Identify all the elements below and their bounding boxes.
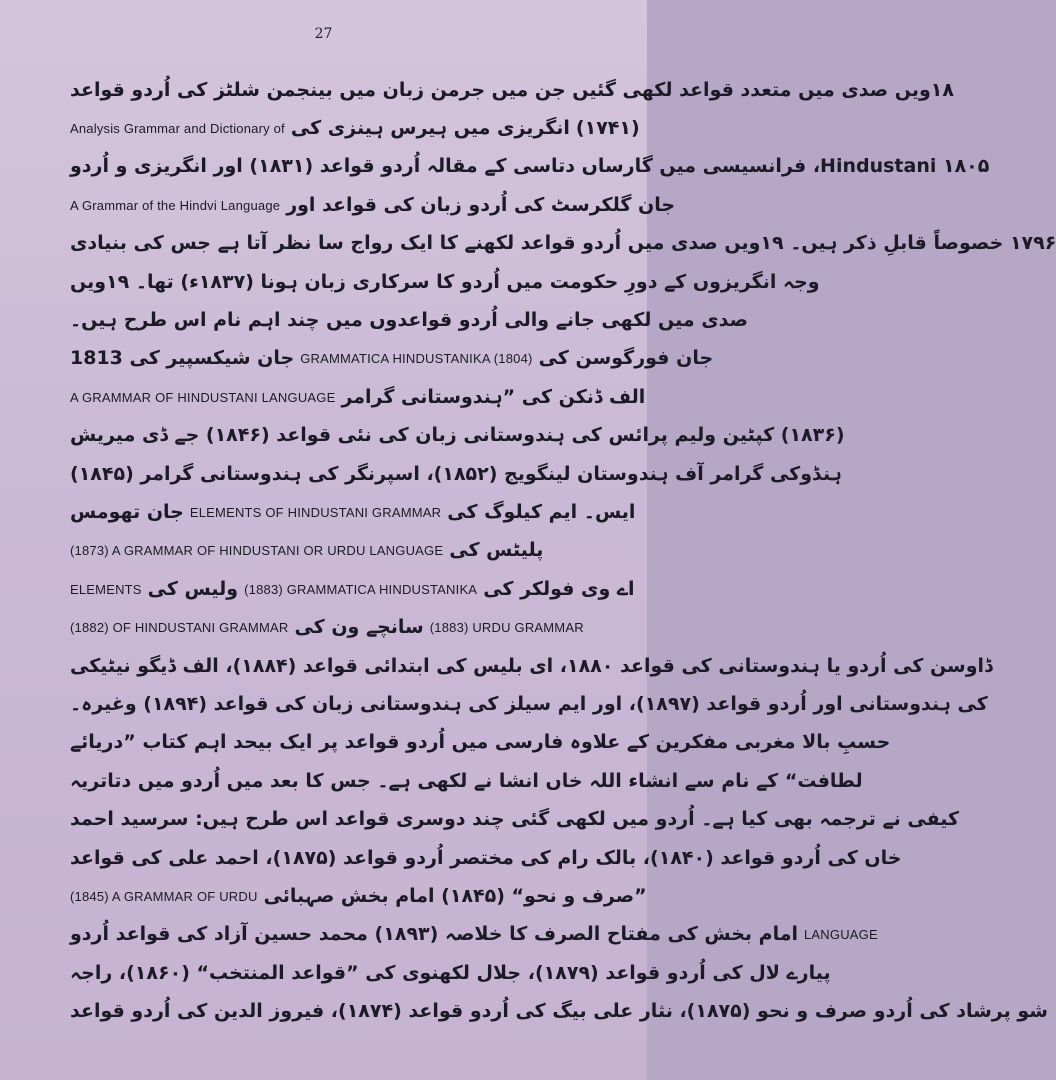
text-line [64,224,1056,264]
text-line [64,185,676,225]
urdu-text: وجہ انگریزوں کے دورِ حکومت میں اُردو کا سرکاری زبان ہونا (۱۸۳۷ء) تھا۔ ۱۹ویں [70,270,820,293]
text-line [64,684,988,724]
text-line [64,838,902,878]
text-line [64,70,954,110]
urdu-text: کیفی نے ترجمہ بھی کیا ہے۔ اُردو میں لکھی گئی چند دوسری قواعد اس طرح ہیں: سرسید احمد [70,808,960,831]
english-text: ELEMENTS OF HINDUSTANI GRAMMAR [189,504,442,520]
urdu-text: شو پرشاد کی اُردو صرف و نحو (۱۸۷۵)، نثار علی بیگ کی اُردو قواعد (۱۸۷۴)، فیروز الدین کی اُردو قواعد [70,1000,1048,1023]
text-line [64,876,647,916]
text-line [64,454,842,494]
urdu-text: سانچے ون کی [294,616,424,639]
urdu-text: جان شیکسپیر کی 1813 [70,347,295,370]
urdu-text: جان گلکرسٹ کی اُردو زبان کی قواعد اور [286,193,676,216]
english-text: (1845) A GRAMMAR OF URDU [70,888,258,904]
urdu-text: کی ہندوستانی اور اُردو قواعد (۱۸۹۷)، اور ایم سیلز کی ہندوستانی زبان کی قواعد (۱۸۹۴) وغیرہ۔ [70,692,988,715]
urdu-text: ایس۔ ایم کیلوگ کی [447,500,636,523]
english-text: (1883) URDU GRAMMAR [429,620,584,636]
urdu-text: پلیٹس کی [449,539,544,562]
english-text: A GRAMMAR OF HINDUSTANI LANGUAGE [70,389,336,405]
text-line [64,915,878,955]
text-line [64,377,646,417]
text-line [64,953,831,993]
text-line [64,646,993,686]
english-text: ELEMENTS [70,581,142,597]
text-line [64,300,748,340]
urdu-text: حسبِ بالا مغربی مفکرین کے علاوہ فارسی میں اُردو قواعد پر ایک بیحد اہم کتاب ”دریائے [70,731,891,754]
english-text: (1883) GRAMMATICA HINDUSTANIKA [244,581,478,597]
urdu-text: ۱۸ویں صدی میں متعدد قواعد لکھی گئیں جن میں جرمن زبان میں بینجمن شلٹز کی اُردو قواعد [70,78,954,101]
urdu-text: امام بخش کی مفتاح الصرف کا خلاصہ (۱۸۹۳) محمد حسین آزاد کی قواعد اُردو [70,923,798,946]
english-text: (1873) A GRAMMAR OF HINDUSTANI OR URDU LANGUAGE [70,543,444,559]
text-line [64,108,640,148]
urdu-text: پیارے لال کی اُردو قواعد (۱۸۷۹)، جلال لکھنوی کی ”قواعد المنتخب“ (۱۸۶۰)، راجہ [70,961,831,984]
urdu-text: Hindustani ۱۸۰۵، فرانسیسی میں گارساں دتاسی کے مقالہ اُردو قواعد (۱۸۳۱) اور انگریزی و اُردو [70,155,990,178]
text-line [64,992,1048,1032]
urdu-text: ولیس کی [147,577,239,600]
urdu-text: صدی میں لکھی جانے والی اُردو قواعدوں میں چند اہم نام اس طرح ہیں۔ [70,308,748,331]
urdu-text: خاں کی اُردو قواعد (۱۸۴۰)، بالک رام کی مختصر اُردو قواعد (۱۸۷۵)، احمد علی کی قواعد [70,846,902,869]
text-line [64,147,990,187]
text-line [64,339,714,379]
text-line [64,761,863,801]
urdu-text: ”صرف و نحو“ (۱۸۴۵) امام بخش صہبائی [263,884,647,907]
text-line [64,492,636,532]
urdu-text: ڈاوسن کی اُردو یا ہندوستانی کی قواعد ۱۸۸۰، ای بلیس کی ابتدائی قواعد (۱۸۸۴)، الف ڈیگو نیٹیکی [70,654,993,677]
english-text: Analysis Grammar and Dictionary of [70,120,285,136]
urdu-text: لطافت“ کے نام سے انشاء اللہ خاں انشا نے لکھی ہے۔ جس کا بعد میں اُردو میں دتاتریہ [70,769,863,792]
english-text: GRAMMATICA HINDUSTANIKA (1804) [300,351,533,367]
english-text: A Grammar of the Hindvi Language [70,197,281,213]
text-line [64,531,608,571]
urdu-text: (۱۸۳۶) کپٹین ولیم پرائس کی ہندوستانی زبان کی نئی قواعد (۱۸۴۶) جے ڈی میریش [70,424,845,447]
urdu-text: جان تھومس [70,500,184,523]
urdu-text: انگریزی میں ہیرس ہینزی کی [290,116,570,139]
urdu-text: ہنڈوکی گرامر آف ہندوستان لینگویج (۱۸۵۲)، اسپرنگر کی ہندوستانی گرامر (۱۸۴۵) [70,462,842,485]
english-text: (1882) OF HINDUSTANI GRAMMAR [70,620,289,636]
text-line [64,262,820,302]
urdu-text: (۱۷۴۱) [575,116,640,139]
urdu-text: اے وی فولکر کی [483,577,635,600]
english-text: LANGUAGE [804,927,878,943]
text-line [64,569,635,609]
urdu-text: جان فورگوسن کی [538,347,714,370]
text-line [64,416,845,456]
page-number: 27 [314,26,333,42]
text-line [64,800,960,840]
text-line [64,723,891,763]
urdu-text: الف ڈنکن کی ”ہندوستانی گرامر [341,385,646,408]
text-line [64,608,608,648]
urdu-text: ۱۷۹۶ خصوصاً قابلِ ذکر ہیں۔ ۱۹ویں صدی میں اُردو قواعد لکھنے کا ایک رواج سا نظر آتا ہے جس کی بنیادی [70,232,1056,255]
